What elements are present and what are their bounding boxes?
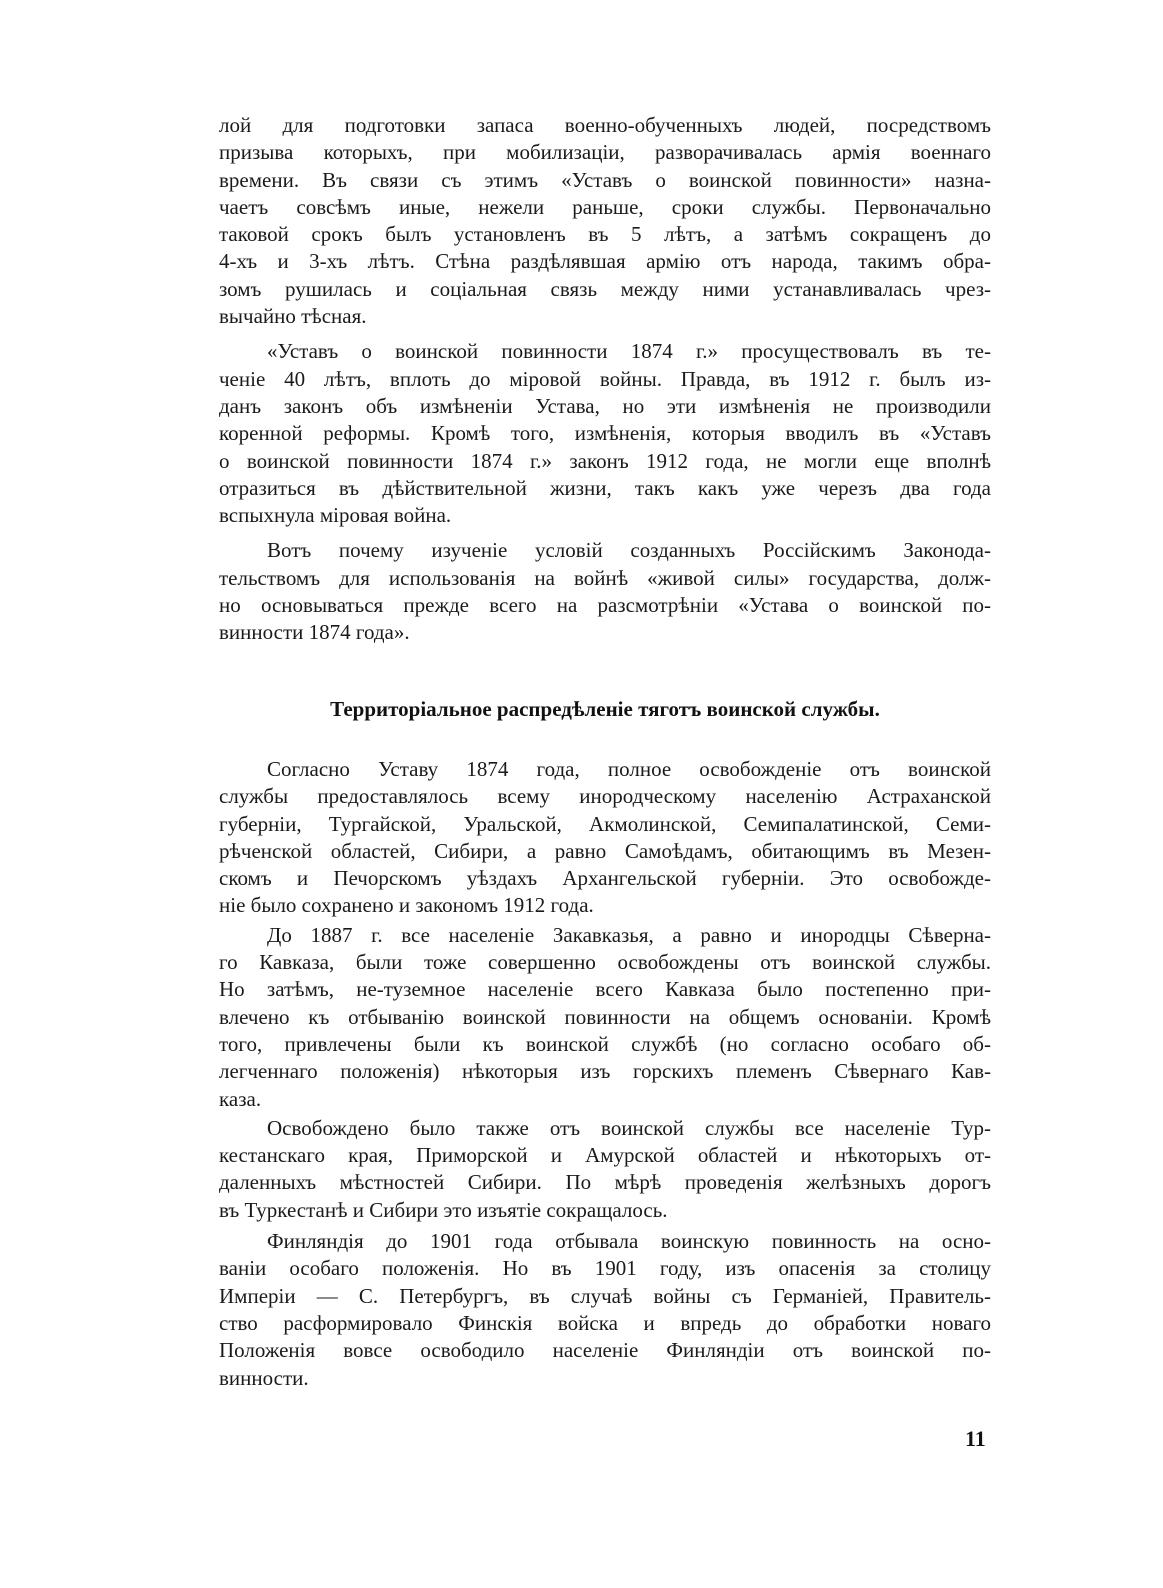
paragraph xyxy=(219,1228,991,1392)
text-line: Финляндія до 1901 года отбывала воинскую повинность на осно- xyxy=(267,1229,991,1254)
text-line: таковой срокъ былъ установленъ въ 5 лѣтъ, а затѣмъ сокращенъ до xyxy=(219,222,991,247)
text-line: Вотъ почему изученіе условій созданныхъ Россійскимъ Законода- xyxy=(267,538,991,563)
text-line: Имперіи — С. Петербургъ, въ случаѣ войны съ Германіей, Правитель- xyxy=(219,1283,991,1308)
text-line: ченіе 40 лѣтъ, вплоть до міровой войны. Правда, въ 1912 г. былъ из- xyxy=(219,366,991,391)
text-line: скомъ и Печорскомъ уѣздахъ Архангельской губерніи. Это освобожде- xyxy=(219,866,991,891)
text-line: коренной реформы. Кромѣ того, измѣненія, которыя вводилъ въ «Уставъ xyxy=(219,421,991,446)
text-line: Положенія вовсе освободило населеніе Финляндіи отъ воинской по- xyxy=(219,1338,991,1363)
paragraph xyxy=(219,1115,991,1224)
text-line: даленныхъ мѣстностей Сибири. По мѣрѣ проведенія желѣзныхъ дорогъ xyxy=(219,1170,991,1195)
text-line: ніе было сохранено и закономъ 1912 года. xyxy=(219,893,594,918)
text-line: тельствомъ для использованія на войнѣ «живой силы» государства, долж- xyxy=(219,565,991,590)
section-heading: Территоріальное распредѣленіе тяготъ воинской службы. xyxy=(330,697,880,721)
text-line: «Уставъ о воинской повинности 1874 г.» просуществовалъ въ те- xyxy=(267,339,991,364)
text-line: кестанскаго края, Приморской и Амурской областей и нѣкоторыхъ от- xyxy=(219,1143,991,1168)
page-number: 11 xyxy=(965,1426,986,1451)
text-line: губерніи, Тургайской, Уральской, Акмолинской, Семипалатинской, Семи- xyxy=(219,811,991,836)
text-line: ство расформировало Финскія войска и впредь до обработки новаго xyxy=(219,1310,991,1335)
text-line: легченнаго положенія) нѣкоторыя изъ горскихъ племенъ Сѣвернаго Кав- xyxy=(219,1059,991,1084)
text-line: чаетъ совсѣмъ иные, нежели раньше, сроки службы. Первоначально xyxy=(219,194,991,219)
text-line: данъ законъ объ измѣненіи Устава, но эти измѣненія не производили xyxy=(219,393,991,418)
text-line: 4-хъ и 3-хъ лѣтъ. Стѣна раздѣлявшая армію отъ народа, такимъ обра- xyxy=(219,249,991,274)
paragraph xyxy=(219,922,991,1113)
section-2 xyxy=(219,756,991,1400)
text-line: о воинской повинности 1874 г.» законъ 1912 года, не могли еще вполнѣ xyxy=(219,448,991,473)
paragraph xyxy=(219,756,991,920)
text-line: влечено къ отбыванію воинской повинности на общемъ основаніи. Кромѣ xyxy=(219,1004,991,1029)
text-line: рѣченской областей, Сибири, а равно Самоѣдамъ, обитающимъ въ Мезен- xyxy=(219,838,991,863)
text-line: каза. xyxy=(219,1086,262,1111)
paragraph xyxy=(219,338,991,529)
text-line: До 1887 г. все населеніе Закавказья, а равно и инородцы Сѣверна- xyxy=(267,922,991,947)
text-line: времени. Въ связи съ этимъ «Уставъ о воинской повинности» назна- xyxy=(219,167,991,192)
text-line: зомъ рушилась и соціальная связь между ними устанавливалась чрез- xyxy=(219,276,991,301)
text-line: призыва которыхъ, при мобилизаціи, разворачивалась армія военнаго xyxy=(219,140,991,165)
text-line: службы предоставлялось всему инородческому населенію Астраханской xyxy=(219,784,991,809)
text-line: Но затѣмъ, не-туземное населеніе всего Кавказа было постепенно при- xyxy=(219,977,991,1002)
section-1 xyxy=(219,112,991,655)
paragraph xyxy=(219,537,991,646)
text-line: Согласно Уставу 1874 года, полное освобожденіе отъ воинской xyxy=(267,757,991,781)
text-line: Освобождено было также отъ воинской службы все населеніе Тур- xyxy=(267,1115,991,1140)
text-line: го Кавказа, были тоже совершенно освобождены отъ воинской службы. xyxy=(219,950,991,975)
text-line: вычайно тѣсная. xyxy=(219,304,367,329)
text-line: но основываться прежде всего на разсмотрѣніи «Устава о воинской по- xyxy=(219,593,991,618)
text-line: винности 1874 года». xyxy=(219,620,410,645)
text-line: отразиться въ дѣйствительной жизни, такъ какъ уже черезъ два года xyxy=(219,475,991,500)
paragraph xyxy=(219,112,991,330)
text-line: вспыхнула міровая война. xyxy=(219,503,452,528)
text-line: того, привлечены были къ воинской службѣ (но согласно особаго об- xyxy=(219,1031,991,1056)
text-line: винности. xyxy=(219,1365,309,1390)
text-line: лой для подготовки запаса военно-обученныхъ людей, посредствомъ xyxy=(219,113,991,137)
text-line: ваніи особаго положенія. Но въ 1901 году, изъ опасенія за столицу xyxy=(219,1256,991,1281)
text-line: въ Туркестанѣ и Сибири это изъятіе сокращалось. xyxy=(219,1197,668,1222)
